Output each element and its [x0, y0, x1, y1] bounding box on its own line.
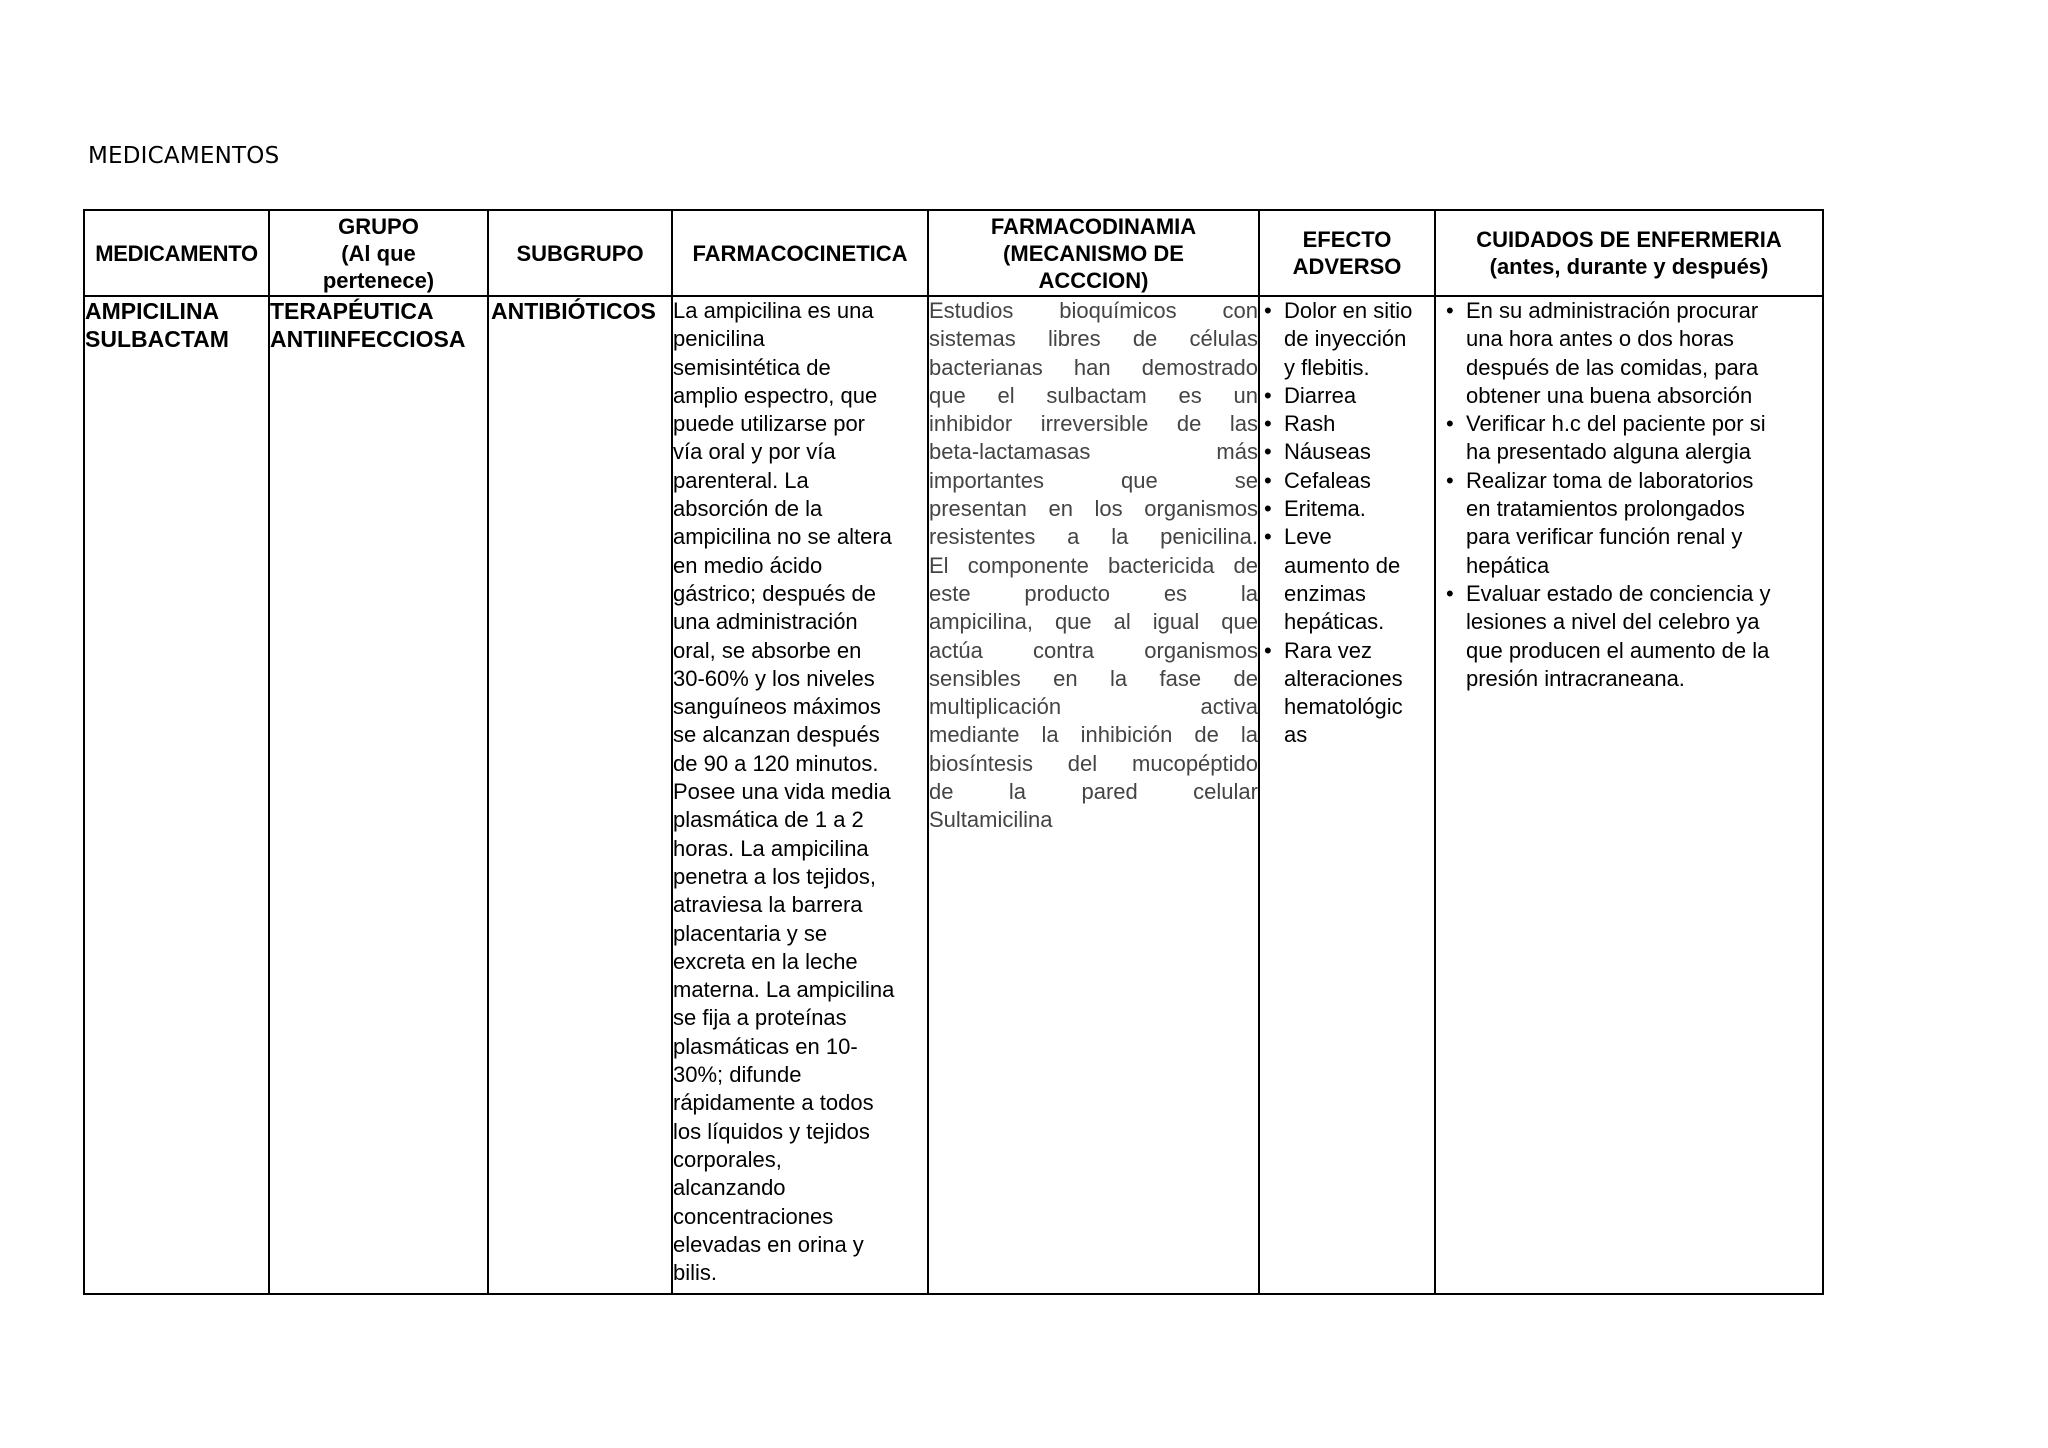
farmacocinetica-line: materna. La ampicilina — [673, 977, 895, 1003]
efecto-item-line: • Rash — [1284, 411, 1336, 437]
efecto-item-line: hepáticas. — [1284, 609, 1385, 635]
cuidados-item-line: lesiones a nivel del celebro ya — [1466, 609, 1760, 635]
cuidados-item — [1436, 297, 1822, 410]
farmacocinetica-line: corporales, — [673, 1146, 782, 1172]
efecto-adverso-list — [1260, 297, 1434, 750]
farmacocinetica-line: horas. La ampicilina — [673, 835, 869, 861]
efecto-item-line: aumento de — [1284, 552, 1401, 578]
efecto-item-line: • Rara vez — [1284, 637, 1373, 663]
cuidados-item-line: ha presentado alguna alergia — [1466, 439, 1752, 465]
farmacodinamia-line: multiplicación activa — [929, 694, 1258, 720]
cuidados-item-line: • En su administración procurar — [1466, 298, 1759, 323]
efecto-item-line: • Eritema. — [1284, 496, 1366, 522]
cell-efecto-adverso — [1259, 296, 1435, 1294]
header-grupo: GRUPO (Al que pertenece) — [269, 210, 488, 296]
header-subgrupo: SUBGRUPO — [488, 210, 672, 296]
cuidados-item-line: una hora antes o dos horas — [1466, 326, 1734, 352]
efecto-item-line: hematológic — [1284, 694, 1403, 720]
farmacocinetica-line: parenteral. La — [673, 467, 809, 493]
farmacocinetica-line: puede utilizarse por — [673, 411, 866, 437]
cuidados-item-line: para verificar función renal y — [1466, 524, 1743, 550]
efecto-item — [1260, 410, 1434, 438]
farmacocinetica-line: amplio espectro, que — [673, 382, 878, 408]
efecto-item — [1260, 637, 1434, 750]
farmacocinetica-line: placentaria y se — [673, 920, 828, 946]
cuidados-item-line: después de las comidas, para — [1466, 354, 1759, 380]
farmacodinamia-line: este producto es la — [929, 580, 1258, 606]
farmacodinamia-line: mediante la inhibición de la — [929, 722, 1258, 748]
cuidados-item-line: en tratamientos prolongados — [1466, 496, 1745, 522]
efecto-item-line: enzimas — [1284, 580, 1366, 606]
farmacocinetica-line: una administración — [673, 609, 858, 635]
farmacocinetica-line: en medio ácido — [673, 552, 823, 578]
farmacocinetica-line: absorción de la — [673, 496, 823, 522]
table-header-row — [84, 210, 1823, 296]
farmacocinetica-line: los líquidos y tejidos — [673, 1118, 870, 1144]
farmacodinamia-line: que el sulbactam es un — [929, 382, 1258, 408]
header-farmacodinamia: FARMACODINAMIA (MECANISMO DE ACCCION) — [928, 210, 1259, 296]
efecto-item — [1260, 523, 1434, 636]
farmacocinetica-line: La ampicilina es una — [673, 298, 874, 323]
farmacodinamia-line: El componente bactericida de — [929, 552, 1258, 578]
farmacocinetica-line: 30%; difunde — [673, 1062, 802, 1088]
efecto-item-line: • Dolor en sitio — [1284, 298, 1413, 323]
cuidados-item-line: presión intracraneana. — [1466, 665, 1685, 691]
cuidados-item-line: • Realizar toma de laboratorios — [1466, 467, 1754, 493]
efecto-item-line: de inyección — [1284, 326, 1407, 352]
farmacodinamia-line: presentan en los organismos — [929, 496, 1258, 522]
cuidados-item-line: hepática — [1466, 552, 1550, 578]
farmacocinetica-line: excreta en la leche — [673, 948, 858, 974]
farmacocinetica-line: plasmáticas en 10- — [673, 1033, 858, 1059]
farmacocinetica-line: penicilina — [673, 326, 765, 352]
farmacocinetica-line: oral, se absorbe en — [673, 637, 862, 663]
farmacocinetica-line: gástrico; después de — [673, 580, 877, 606]
farmacodinamia-line: importantes que se — [929, 467, 1258, 493]
cuidados-item-line: • Evaluar estado de conciencia y — [1466, 580, 1771, 606]
efecto-item-line: • Diarrea — [1284, 382, 1357, 408]
farmacocinetica-line: vía oral y por vía — [673, 439, 836, 465]
farmacocinetica-line: penetra a los tejidos, — [673, 863, 877, 889]
farmacocinetica-line: semisintética de — [673, 354, 831, 380]
farmacocinetica-line: de 90 a 120 minutos. — [673, 750, 879, 776]
cuidados-list — [1436, 297, 1822, 693]
farmacodinamia-line: actúa contra organismos — [929, 637, 1258, 663]
farmacodinamia-line: de la pared celular — [929, 779, 1258, 805]
header-farmacocinetica: FARMACOCINETICA — [672, 210, 928, 296]
farmacodinamia-line: Estudios bioquímicos con — [929, 298, 1258, 323]
cell-subgrupo: ANTIBIÓTICOS — [488, 296, 672, 1294]
farmacocinetica-line: se fija a proteínas — [673, 1005, 847, 1031]
farmacocinetica-line: atraviesa la barrera — [673, 892, 863, 918]
farmacodinamia-line: inhibidor irreversible de las — [929, 411, 1258, 437]
efecto-item — [1260, 467, 1434, 495]
cuidados-item-line: que producen el aumento de la — [1466, 637, 1770, 663]
cuidados-item — [1436, 467, 1822, 580]
farmacocinetica-line: plasmática de 1 a 2 — [673, 807, 864, 833]
farmacocinetica-line: elevadas en orina y — [673, 1231, 864, 1257]
farmacodinamia-line: sistemas libres de células — [929, 326, 1258, 352]
efecto-item-line: y flebitis. — [1284, 354, 1370, 380]
efecto-item — [1260, 297, 1434, 382]
farmacodinamia-line: biosíntesis del mucopéptido — [929, 750, 1258, 776]
cell-medicamento: AMPICILINA SULBACTAM — [84, 296, 269, 1294]
farmacodinamia-line: bacterianas han demostrado — [929, 354, 1258, 380]
header-efecto-adverso: EFECTO ADVERSO — [1259, 210, 1435, 296]
farmacodinamia-line: Sultamicilina — [929, 807, 1053, 833]
efecto-item-line: • Leve — [1284, 524, 1332, 550]
farmacodinamia-line: sensibles en la fase de — [929, 665, 1258, 691]
cuidados-item-line: obtener una buena absorción — [1466, 382, 1753, 408]
farmacocinetica-line: bilis. — [673, 1260, 718, 1286]
header-cuidados-enfermeria: CUIDADOS DE ENFERMERIA (antes, durante y después) — [1435, 210, 1823, 296]
medications-table — [83, 209, 1824, 1295]
farmacocinetica-line: se alcanzan después — [673, 722, 880, 748]
farmacocinetica-line: ampicilina no se altera — [673, 524, 892, 550]
farmacocinetica-line: sanguíneos máximos — [673, 694, 881, 720]
farmacodinamia-line: ampicilina, que al igual que — [929, 609, 1258, 635]
farmacocinetica-line: rápidamente a todos — [673, 1090, 874, 1116]
farmacocinetica-line: concentraciones — [673, 1203, 834, 1229]
table-row — [84, 296, 1823, 1294]
farmacocinetica-line: 30-60% y los niveles — [673, 665, 875, 691]
cell-grupo: TERAPÉUTICA ANTIINFECCIOSA — [269, 296, 488, 1294]
header-medicamento: MEDICAMENTO — [84, 210, 269, 296]
farmacocinetica-line: alcanzando — [673, 1175, 786, 1201]
cuidados-item — [1436, 410, 1822, 467]
efecto-item — [1260, 382, 1434, 410]
farmacodinamia-line: beta-lactamasas más — [929, 439, 1258, 465]
efecto-item-line: • Cefaleas — [1284, 467, 1371, 493]
efecto-item-line: • Náuseas — [1284, 439, 1371, 465]
page-title: MEDICAMENTOS — [88, 143, 280, 169]
cuidados-item — [1436, 580, 1822, 693]
efecto-item-line: alteraciones — [1284, 665, 1403, 691]
farmacodinamia-line: resistentes a la penicilina. — [929, 524, 1258, 550]
farmacocinetica-line: Posee una vida media — [673, 779, 891, 805]
efecto-item — [1260, 495, 1434, 523]
cuidados-item-line: • Verificar h.c del paciente por si — [1466, 411, 1766, 437]
cell-farmacodinamia — [928, 296, 1259, 1294]
cell-farmacocinetica — [672, 296, 928, 1294]
efecto-item — [1260, 438, 1434, 466]
cell-cuidados-enfermeria — [1435, 296, 1823, 1294]
efecto-item-line: as — [1284, 722, 1308, 748]
